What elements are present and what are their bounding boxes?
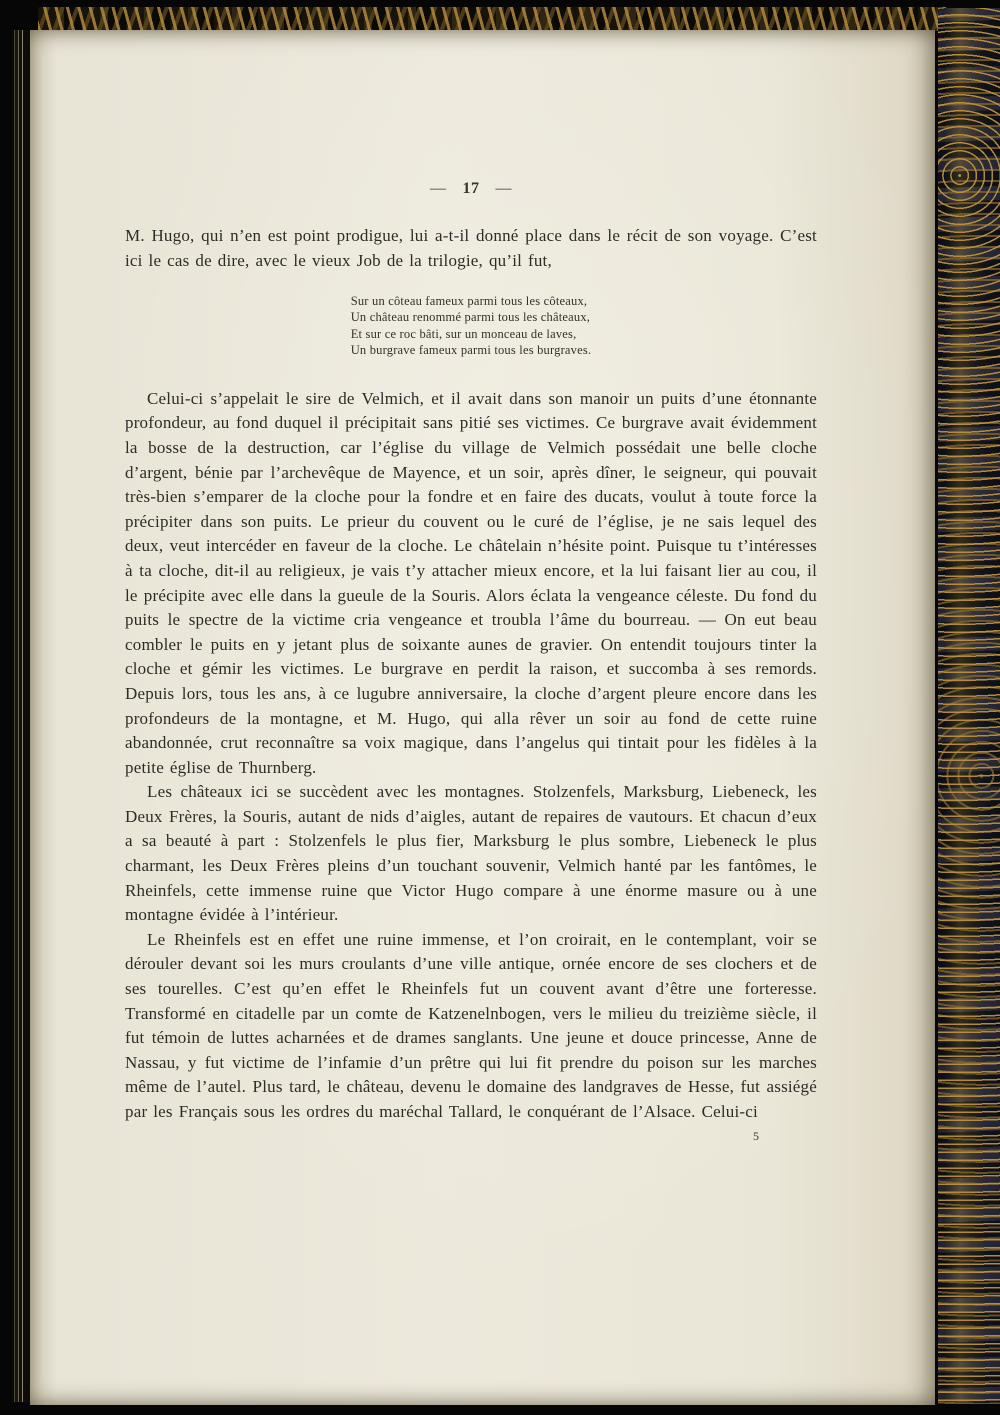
page-text-block <box>30 30 935 1144</box>
verse-line: Sur un côteau fameux parmi tous les côteaux, <box>350 294 588 309</box>
verse-line: Un château renommé parmi tous les châteaux, <box>350 310 591 325</box>
page-edges-left <box>12 30 30 1402</box>
page-number-value: 17 <box>462 180 480 197</box>
book-top-edge-marbling <box>38 7 950 31</box>
verse-lines <box>351 293 592 358</box>
paragraph-intro: M. Hugo, qui n’en est point prodigue, lui a-t-il donné place dans le récit de son voyage. C’est ici le cas de dire, avec le vieux Job de la trilogie, qu’il fut, <box>125 226 817 270</box>
page-number <box>125 180 817 198</box>
paragraph-velmich-legend: Celui-ci s’appelait le sire de Velmich, et il avait dans son manoir un puits d’une étonnante profondeur, au fond duquel il précipitait sans pitié ses victimes. Ce burgrave avait évidemment la bosse de la destruction, car l’église du village de Velmich possédait une belle cloche d’argent, bénie par l’archevêque de Mayence, et un soir, après dîner, le seigneur, qui pouvait très-bien s’emparer de la cloche pour la fondre et en faire des ducats, voulut à toute force la précipiter dans son puits. Le prieur du couvent ou le curé de l’église, je ne sais lequel des deux, veut intercéder en faveur de la cloche. Le châtelain n’hésite point. Puisque tu t’intéresses à ta cloche, dit-il au religieux, je vais t’y attacher mieux encore, et la lui faisant lier au cou, il le précipite avec elle dans la gueule de la Souris. Alors éclata la vengeance céleste. Du fond du puits le spectre de la victime cria vengeance et troubla l’âme du bourreau. — On eut beau combler le puits en y jetant plus de soixante aunes de gravier. On entendit toujours tinter la cloche et gémir les victimes. Le burgrave en perdit la raison, et succomba à ses remords. Depuis lors, tous les ans, à ce lugubre anniversaire, la cloche d’argent pleure encore dans les profondeurs de la montagne, et M. Hugo, qui alla rêver un soir au fond de cette ruine abandonnée, crut reconnaître sa voix magique, dans l’angelus qui tintait pour les fidèles à la petite église de Thurnberg. <box>125 388 817 777</box>
paragraph-rheinfels: Le Rheinfels est en effet une ruine immense, et l’on croirait, en le contemplant, voir se dérouler devant soi les murs croulants d’une ville antique, ornée encore de ses clochers et de ses tourelles. C’est qu’en effet le Rheinfels fut un couvent avant d’être une forteresse. Transformé en citadelle par un comte de Katzenelnbogen, vers le milieu du treizième siècle, il fut témoin de luttes acharnées et de drames sanglants. Une jeune et douce princesse, Anne de Nassau, y fut victime de l’infamie d’un prêtre qui lui fit prendre du poison sur les marches même de l’autel. Plus tard, le château, devenu le domaine des landgraves de Hesse, fut assiégé par les Français sous les ordres du maréchal Tallard, le conquérant de l’Alsace. Celui-ci <box>125 929 817 1122</box>
book-page <box>30 30 935 1405</box>
page-number-dash-right: — <box>495 180 512 197</box>
marbled-fore-edge <box>938 8 1000 1404</box>
verse-block <box>125 293 817 359</box>
page-number-dash-left: — <box>430 180 447 197</box>
paragraph-castles: Les châteaux ici se succèdent avec les montagnes. Stolzenfels, Marksburg, Liebeneck, les Deux Frères, la Souris, autant de nids d’aigles, autant de repaires de vautours. Et chacun d’eux a sa beauté à part : Stolzenfels le plus fier, Marksburg le plus sombre, Liebeneck le plus charmant, les Deux Frères pleins d’un touchant souvenir, Velmich hanté par les fantômes, le Rheinfels, cette immense ruine que Victor Hugo compare à une énorme masure ou à une montagne évidée à l’intérieur. <box>125 782 817 925</box>
verse-line: Un burgrave fameux parmi tous les burgraves. <box>350 342 592 357</box>
verse-line: Et sur ce roc bâti, sur un monceau de laves, <box>350 326 577 341</box>
signature-mark: 5 <box>753 1128 759 1143</box>
